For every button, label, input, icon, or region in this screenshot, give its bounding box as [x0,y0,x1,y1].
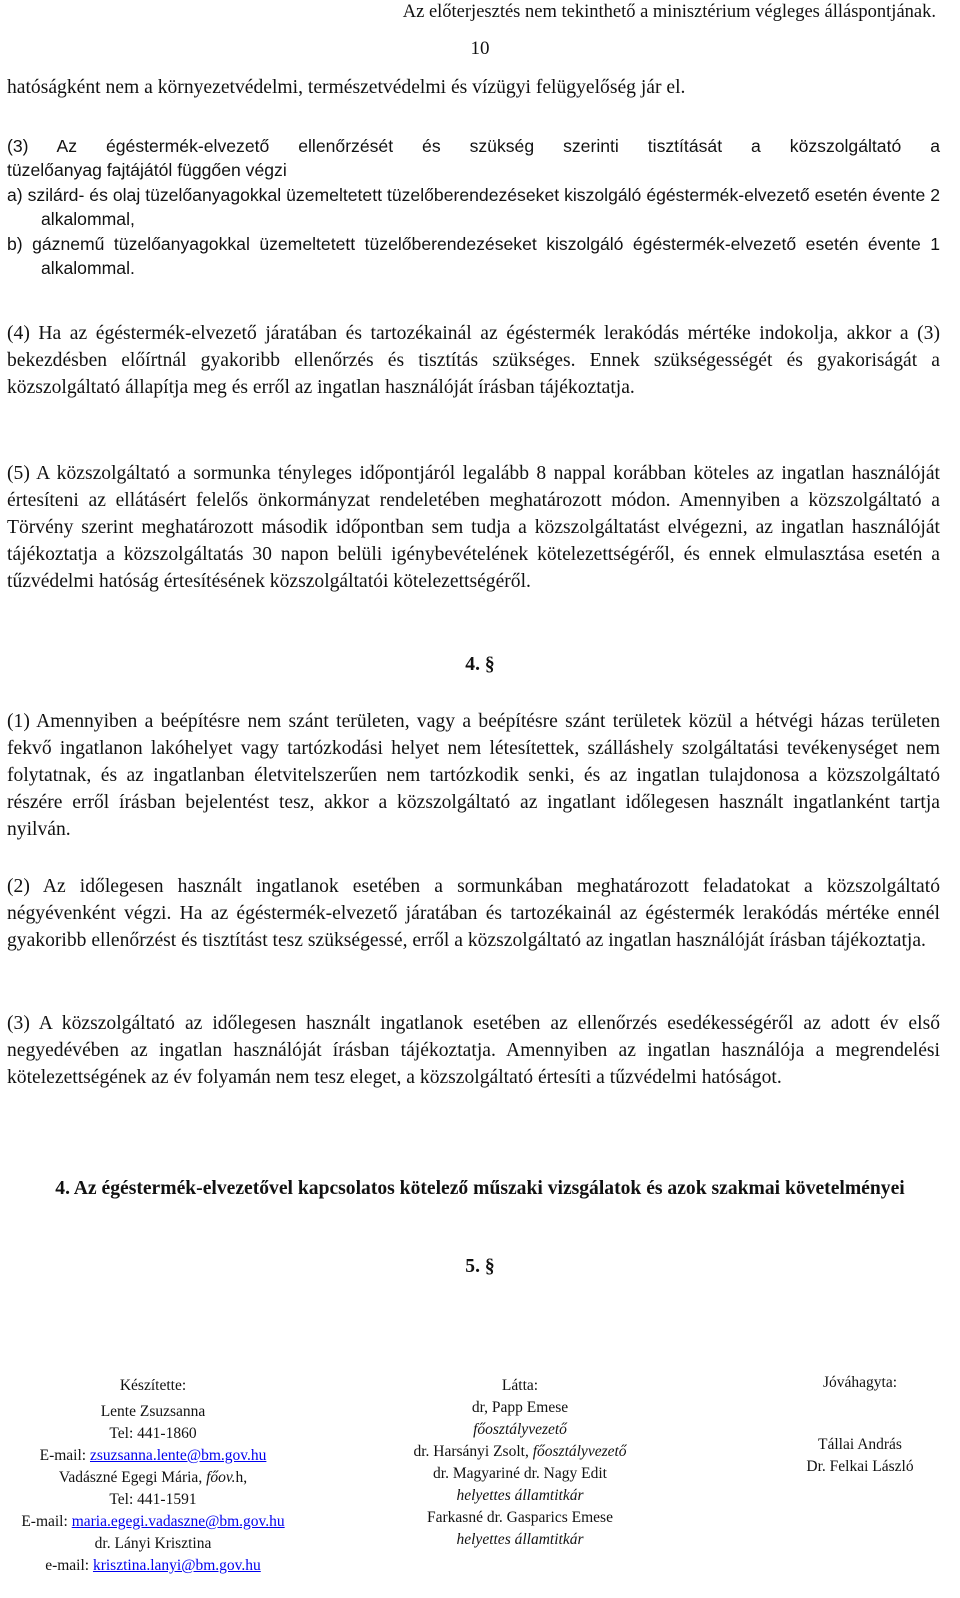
section-4-paragraph-1: (1) Amennyiben a beépítésre nem szánt területen, vagy a beépítésre szánt területek közül a hétvégi házas területen fekvő ingatlanon lakóhelyet vagy tartózkodási helyet nem létesítettek, szálláshely szolgáltatási tevékenységet nem folytatnak, és az ingatlanban életvitelszerűen nem tartózkodik senki, és az ingatlan tulajdonosa a közszolgáltató részére erről írásban bejelentést tesz, akkor a közszolgáltató az ingatlant időlegesen használt ingatlanként tartja nyilván. [7,711,940,840]
prepared-tel-1: Tel: 441-1860 [109,1425,197,1442]
seen-title-1: főosztályvezető [473,1421,567,1438]
paragraph-3-intro-line2: tüzelőanyag fajtájától függően végzi [7,160,287,181]
seen-name-2: dr. Harsányi Zsolt, [413,1443,533,1460]
approved-name-1: Tállai András [818,1436,902,1453]
prepared-name-2: Vadászné Egegi Mária, [58,1469,207,1486]
prepared-name-1: Lente Zsuzsanna [100,1403,206,1420]
seen-name-3: dr. Magyariné dr. Nagy Edit [433,1465,607,1482]
prepared-email-row-1 [0,1445,306,1467]
prepared-tel-2: Tel: 441-1591 [109,1491,197,1508]
prepared-email-row-2 [0,1511,306,1533]
paragraph-5: (5) A közszolgáltató a sormunka tényleges időpontjáról legalább 8 nappal korábban köteles az ingatlan használóját értesíteni az ellátásért felelős önkormányzat rendeletében meghatározott módon. Amennyiben a közszolgáltató a Törvény szerint meghatározott második időpontban sem tudja a közszolgáltatást elvégezni, az ingatlan használóját tájékoztatja a közszolgáltatás 30 napon belüli igénybevételének kötelezettségéről, és ennek elmulasztása esetén a tűzvédelmi hatóság értesítésének közszolgáltatói kötelezettségéről. [7,463,940,592]
prepared-label: Készítette: [119,1377,187,1394]
seen-title-2: főosztályvezető [532,1443,627,1460]
section-4-paragraph-2: (2) Az időlegesen használt ingatlanok esetében a sormunkában meghatározott feladatokat a közszolgáltató négyévenként végzi. Ha az égéstermék-elvezető járatában és tartozékainál az égéstermék lerakódás mértéke ennél gyakoribb ellenőrzést és tisztítást tesz szükségessé, erről a közszolgáltató az ingatlan használóját írásban tájékoztatja. [7,876,940,951]
section-4-paragraph-3: (3) A közszolgáltató az időlegesen használt ingatlanok esetében az ellenőrzés esedékességéről az adott év első negyedévében az ingatlan használóját írásban tájékoztatja. Amennyiben az ingatlan használója a megrendelési kötelezettségének az év folyamán nem tesz eleget, a közszolgáltató értesíti a tűzvédelmi hatóságot. [7,1013,940,1088]
prepared-email-link-2[interactable]: maria.egegi.vadaszne@bm.gov.hu [71,1513,285,1530]
prepared-email-label-1: E-mail: [39,1447,90,1464]
seen-name-1: dr, Papp Emese [471,1399,569,1416]
prepared-email-label-3: e-mail: [45,1557,93,1574]
section-5-heading: 5. § [465,1256,495,1277]
footer-prepared-column [0,1375,306,1577]
seen-title-3: helyettes államtitkár [456,1487,584,1504]
seen-name-4: Farkasné dr. Gasparics Emese [427,1509,613,1526]
chapter-title: 4. Az égéstermék-elvezetővel kapcsolatos kötelező műszaki vizsgálatok és azok szakmai követelményei [55,1178,905,1199]
seen-title-4: helyettes államtitkár [456,1531,584,1548]
prepared-name-3: dr. Lányi Krisztina [94,1535,212,1552]
seen-label: Látta: [501,1377,539,1394]
prepared-email-label-2: E-mail: [21,1513,72,1530]
section-4-heading: 4. § [465,654,495,675]
prepared-name-2-row [0,1467,306,1489]
approved-label: Jóváhagyta: [822,1374,898,1391]
approved-name-2: Dr. Felkai László [806,1458,914,1475]
prepared-title-2: főov. [206,1469,236,1486]
footer-seen-column [370,1375,670,1551]
footer-approved-column [760,1372,960,1478]
prepared-email-row-3 [0,1555,306,1577]
header-notice: Az előterjesztés nem tekinthető a minisztérium végleges álláspontjának. [402,2,936,22]
prepared-email-link-3[interactable]: krisztina.lanyi@bm.gov.hu [92,1557,261,1574]
paragraph-3 [7,134,940,280]
list-item-b: b) gáznemű tüzelőanyagokkal üzemeltetett tüzelőberendezéseket kiszolgáló égéstermék-elvezető esetén évente 1 alkalommal. [7,233,940,279]
paragraph-4: (4) Ha az égéstermék-elvezető járatában és tartozékainál az égéstermék lerakódás mértéke indokolja, akkor a (3) bekezdésben előírtnál gyakoribb ellenőrzés és tisztítás szükséges. Ennek szükségességét és gyakoriságát a közszolgáltató állapítja meg és erről az ingatlan használóját írásban tájékoztatja. [7,323,940,398]
carryover-paragraph: hatóságként nem a környezetvédelmi, természetvédelmi és vízügyi felügyelőség jár el. [7,77,686,98]
list-item-a: a) szilárd- és olaj tüzelőanyagokkal üzemeltetett tüzelőberendezéseket kiszolgáló égéstermék-elvezető esetén évente 2 alkalommal, [7,184,940,230]
prepared-email-link-1[interactable]: zsuzsanna.lente@bm.gov.hu [89,1447,267,1464]
paragraph-3-intro-line1: (3) Az égéstermék-elvezető ellenőrzését és szükség szerinti tisztítását a közszolgáltató a [7,136,940,156]
page-number: 10 [470,38,490,59]
seen-name-2-row [370,1441,670,1463]
prepared-title-2-tail: h, [235,1469,248,1486]
